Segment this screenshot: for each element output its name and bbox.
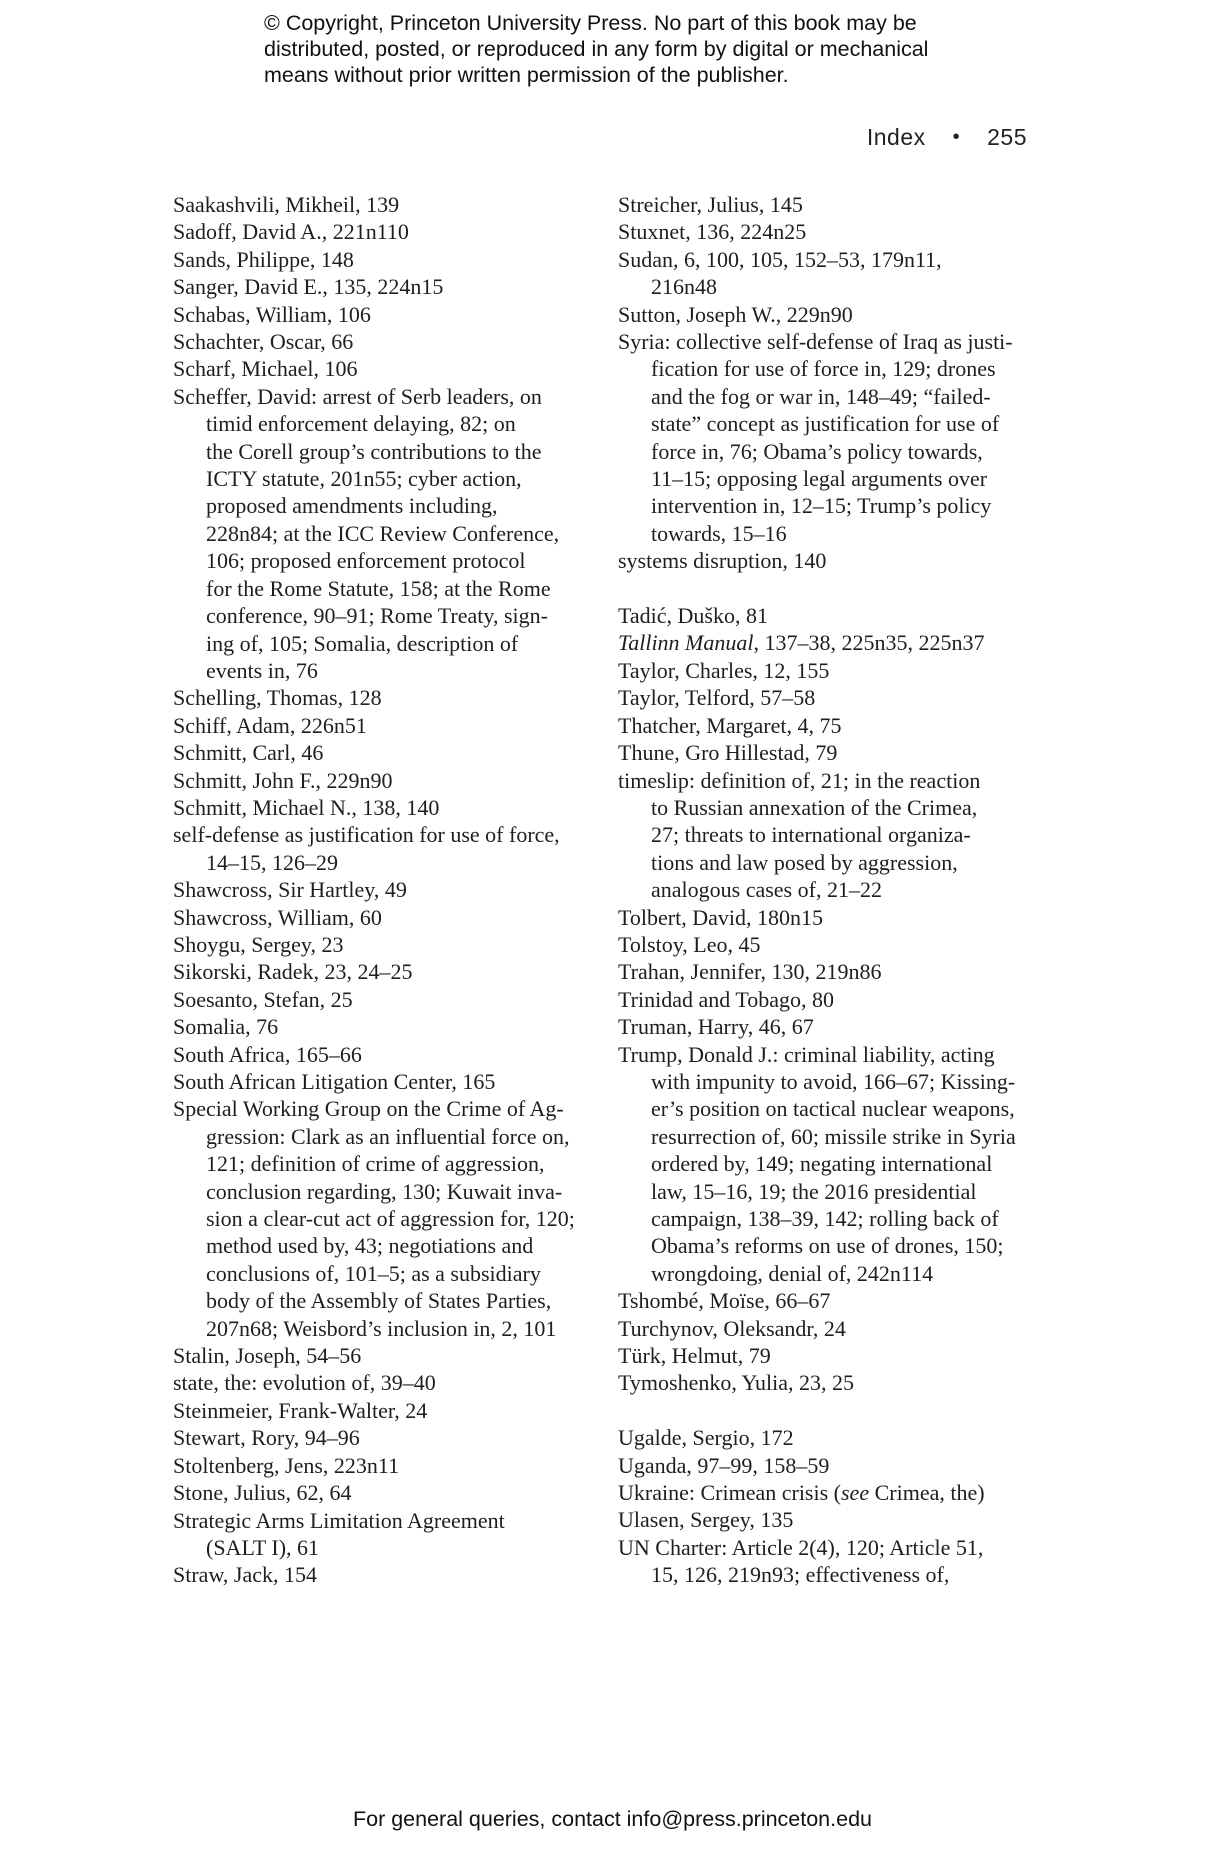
index-entry-continuation [173,849,593,876]
index-entry-line [618,547,1050,574]
entry-text: Somalia, 76 [173,1014,279,1040]
index-entry-line [173,1095,593,1122]
entry-text: 106; proposed enforcement protocol [206,548,526,574]
entry-text: 216n48 [651,274,717,300]
index-entry-line [173,273,593,300]
index-entry [173,1424,593,1451]
index-entry-line [173,712,593,739]
index-entry-line [173,1397,593,1424]
entry-text: timid enforcement delaying, 82; on [206,411,516,437]
entry-text: Stone, Julius, 62, 64 [173,1480,352,1506]
entry-text: 228n84; at the ICC Review Conference, [206,520,560,546]
index-entry [173,684,593,711]
entry-text: analogous cases of, 21–22 [651,877,882,903]
entry-text: er’s position on tactical nuclear weapons, [651,1096,1015,1122]
index-entry-continuation [618,876,1050,903]
index-entry-line [618,191,1050,218]
index-entry-line [618,1452,1050,1479]
index-entry [618,1342,1050,1369]
index-entry-continuation [618,1123,1050,1150]
index-entry-continuation [173,1232,593,1259]
index-entry [173,712,593,739]
entry-text: Truman, Harry, 46, 67 [618,1014,814,1040]
index-entry [173,904,593,931]
index-entry [173,1561,593,1588]
index-entry-line [618,904,1050,931]
entry-text: to Russian annexation of the Crimea, [651,794,978,820]
index-entry [173,355,593,382]
entry-text: systems disruption, 140 [618,548,827,574]
entry-text: timeslip: definition of, 21; in the reaction [618,767,981,793]
copyright-line: distributed, posted, or reproduced in any form by digital or mechanical [264,37,929,61]
entry-text: 121; definition of crime of aggression, [206,1151,545,1177]
index-entry-line [173,191,593,218]
index-entry-line [173,1013,593,1040]
index-entry-continuation [173,575,593,602]
index-entry-continuation [173,520,593,547]
index-entry-line [173,876,593,903]
index-entry-continuation [618,465,1050,492]
entry-text: 207n68; Weisbord’s inclusion in, 2, 101 [206,1315,557,1341]
index-entry-continuation [618,1178,1050,1205]
index-entry [618,328,1050,547]
index-entry [618,1315,1050,1342]
index-entry [618,1424,1050,1451]
index-entry-line [618,1013,1050,1040]
entry-text: method used by, 43; negotiations and [206,1233,534,1259]
entry-text: Trinidad and Tobago, 80 [618,986,835,1012]
index-entry [618,1452,1050,1479]
entry-text: Schabas, William, 106 [173,301,371,327]
index-entry [173,191,593,218]
entry-text: with impunity to avoid, 166–67; Kissing- [651,1068,1016,1094]
entry-text: Sutton, Joseph W., 229n90 [618,301,853,327]
entry-text: Ugalde, Sergio, 172 [618,1425,794,1451]
entry-text: Syria: collective self-defense of Iraq as justi- [618,329,1013,355]
entry-text: 14–15, 126–29 [206,849,338,875]
entry-text: tions and law posed by aggression, [651,849,958,875]
index-entry [173,273,593,300]
entry-text: 27; threats to international organiza- [651,822,971,848]
letter-group-gap [618,575,1050,602]
index-entry-line [173,739,593,766]
entry-text: (SALT I), 61 [206,1534,320,1560]
entry-text: campaign, 138–39, 142; rolling back of [651,1206,999,1232]
letter-group-gap [618,1397,1050,1424]
entry-text: Tadić, Duško, 81 [618,603,768,629]
index-entry [173,767,593,794]
index-entry [173,986,593,1013]
index-entry [173,931,593,958]
index-entry [618,246,1050,301]
index-entry [173,1068,593,1095]
index-entry-line [618,931,1050,958]
entry-text: sion a clear-cut act of aggression for, 120; [206,1206,575,1232]
index-entry-continuation [173,492,593,519]
entry-text: body of the Assembly of States Parties, [206,1288,552,1314]
index-entry-line [173,301,593,328]
entry-text: Uganda, 97–99, 158–59 [618,1452,830,1478]
index-entry-continuation [618,438,1050,465]
index-entry [618,1041,1050,1288]
index-entry [173,958,593,985]
index-entry-continuation [173,410,593,437]
entry-text: Schiff, Adam, 226n51 [173,712,367,738]
index-column-left [173,191,593,1589]
index-entry [173,876,593,903]
index-entry-line [173,1369,593,1396]
index-entry-continuation [173,465,593,492]
index-entry-continuation [618,1260,1050,1287]
index-entry-continuation [173,657,593,684]
entry-text: Sands, Philippe, 148 [173,246,354,272]
index-entry [173,1507,593,1562]
index-entry-continuation [173,1150,593,1177]
index-entry [173,383,593,684]
entry-text: ordered by, 149; negating international [651,1151,993,1177]
index-entry-line [173,794,593,821]
index-entry-continuation [173,630,593,657]
entry-text: resurrection of, 60; missile strike in Syria [651,1123,1016,1149]
entry-text: Sanger, David E., 135, 224n15 [173,274,444,300]
index-entry [618,218,1050,245]
index-entry-continuation [173,1123,593,1150]
index-entry-line [173,1041,593,1068]
index-entry-continuation [618,355,1050,382]
entry-text: Straw, Jack, 154 [173,1562,317,1588]
index-entry-line [618,1369,1050,1396]
running-head [867,124,1027,151]
entry-text: gression: Clark as an influential force on, [206,1123,570,1149]
index-entry-line [173,1507,593,1534]
index-entry [618,684,1050,711]
index-entry [173,1013,593,1040]
entry-text: intervention in, 12–15; Trump’s policy [651,493,992,519]
index-entry-line [618,1287,1050,1314]
index-entry-continuation [618,1205,1050,1232]
entry-text: , 137–38, 225n35, 225n37 [753,630,985,656]
index-entry [618,1369,1050,1396]
index-entry-line [173,767,593,794]
entry-text: proposed amendments including, [206,493,498,519]
entry-text: South African Litigation Center, 165 [173,1069,496,1094]
entry-text: fication for use of force in, 129; drones [651,356,996,382]
entry-text: Tshombé, Moïse, 66–67 [618,1288,831,1314]
index-entry-line [173,931,593,958]
entry-text: Schmitt, John F., 229n90 [173,767,393,793]
page-number: 255 [987,124,1027,150]
index-entry-continuation [618,383,1050,410]
index-entry-line [618,218,1050,245]
entry-text: Crimea, the) [869,1480,985,1506]
entry-title-italic: Tallinn Manual [618,630,754,656]
entry-text: state” concept as justification for use of [651,411,1000,437]
index-entry [618,931,1050,958]
index-entry [173,1095,593,1342]
entry-text: events in, 76 [206,657,318,683]
entry-text: Schelling, Thomas, 128 [173,685,382,711]
index-column-right [618,191,1050,1589]
entry-text: law, 15–16, 19; the 2016 presidential [651,1178,977,1204]
index-entry [173,1452,593,1479]
index-entry [618,767,1050,904]
index-entry-line [618,1534,1050,1561]
index-entry-line [173,1452,593,1479]
index-entry-continuation [618,1561,1050,1588]
entry-text: ICTY statute, 201n55; cyber action, [206,466,522,492]
entry-text: Steinmeier, Frank-Walter, 24 [173,1397,428,1423]
index-entry [618,1534,1050,1589]
index-entry [173,301,593,328]
index-entry-line [173,1561,593,1588]
entry-text: Trahan, Jennifer, 130, 219n86 [618,959,882,985]
copyright-line: means without prior written permission of the publisher. [264,63,789,87]
entry-text: Türk, Helmut, 79 [618,1343,771,1369]
entry-text: Thune, Gro Hillestad, 79 [618,740,838,766]
index-entry-continuation [618,1150,1050,1177]
index-entry-continuation [173,1260,593,1287]
entry-text: Obama’s reforms on use of drones, 150; [651,1233,1004,1259]
index-entry-continuation [618,849,1050,876]
footer-contact: For general queries, contact info@press.princeton.edu [352,1807,872,1831]
index-entry [618,191,1050,218]
entry-text: ing of, 105; Somalia, description of [206,630,519,656]
entry-text: Schmitt, Carl, 46 [173,740,324,766]
index-entry-continuation [618,1232,1050,1259]
index-entry [618,547,1050,574]
index-entry-continuation [618,794,1050,821]
entry-text: Shoygu, Sergey, 23 [173,931,344,957]
index-entry [173,1369,593,1396]
index-entry-line [173,328,593,355]
index-entry-line [173,821,593,848]
index-entry [173,1397,593,1424]
index-entry-line [173,218,593,245]
entry-text: South Africa, 165–66 [173,1041,362,1067]
index-entry [618,657,1050,684]
index-entry-line [618,1424,1050,1451]
index-entry-line [618,328,1050,355]
entry-text: Trump, Donald J.: criminal liability, acting [618,1041,995,1067]
entry-text: conclusions of, 101–5; as a subsidiary [206,1260,541,1286]
index-entry-line [173,1068,593,1095]
entry-text: 11–15; opposing legal arguments over [651,466,988,492]
index-entry [618,1013,1050,1040]
index-entry-line [618,958,1050,985]
entry-text: Streicher, Julius, 145 [618,192,803,217]
entry-text: Soesanto, Stefan, 25 [173,986,353,1012]
index-entry-line [173,684,593,711]
entry-text: force in, 76; Obama’s policy towards, [651,438,983,464]
index-entry-line [618,739,1050,766]
entry-text: self-defense as justification for use of force, [173,822,560,848]
entry-text: Sudan, 6, 100, 105, 152–53, 179n11, [618,246,942,272]
index-entry-continuation [618,492,1050,519]
entry-text: Taylor, Telford, 57–58 [618,685,816,711]
index-entry-continuation [173,1315,593,1342]
index-entry-line [618,1506,1050,1533]
entry-text: Stalin, Joseph, 54–56 [173,1343,362,1369]
entry-text: Saakashvili, Mikheil, 139 [173,192,400,217]
index-entry-continuation [173,438,593,465]
entry-text: Taylor, Charles, 12, 155 [618,657,830,683]
index-entry-line [173,958,593,985]
index-entry-line [618,1342,1050,1369]
entry-text: Schmitt, Michael N., 138, 140 [173,794,440,820]
entry-text: Ukraine: Crimean crisis ( [618,1480,841,1506]
entry-text: Tymoshenko, Yulia, 23, 25 [618,1370,854,1396]
index-entry-continuation [173,1178,593,1205]
index-entry [173,218,593,245]
entry-text: conference, 90–91; Rome Treaty, sign- [206,603,548,629]
index-entry-line [173,986,593,1013]
index-entry [618,602,1050,629]
index-entry-continuation [618,273,1050,300]
index-entry-continuation [173,1205,593,1232]
entry-text: Turchynov, Oleksandr, 24 [618,1315,846,1341]
index-entry-line [618,246,1050,273]
index-entry-line [173,1479,593,1506]
entry-text: Schachter, Oscar, 66 [173,329,354,355]
cross-reference-see: see [841,1480,870,1506]
index-entry-continuation [618,410,1050,437]
index-entry-continuation [618,1095,1050,1122]
index-entry-line [173,1424,593,1451]
index-entry [173,794,593,821]
index-entry-continuation [618,821,1050,848]
index-entry [618,904,1050,931]
index-entry [618,301,1050,328]
index-entry-line [173,1342,593,1369]
entry-text: 15, 126, 219n93; effectiveness of, [651,1562,950,1588]
entry-text: Special Working Group on the Crime of Ag- [173,1096,564,1122]
index-entry-line [618,301,1050,328]
index-entry [618,629,1050,656]
entry-text: towards, 15–16 [651,520,787,546]
entry-text: Tolbert, David, 180n15 [618,904,823,930]
entry-text: Sikorski, Radek, 23, 24–25 [173,959,413,985]
index-entry-continuation [173,547,593,574]
index-entry-line [618,657,1050,684]
index-entry [618,1506,1050,1533]
entry-text: Shawcross, Sir Hartley, 49 [173,877,407,903]
index-entry [173,739,593,766]
entry-text: conclusion regarding, 130; Kuwait inva- [206,1178,563,1204]
index-entry-line [618,1315,1050,1342]
index-entry-continuation [618,1068,1050,1095]
section-label: Index [866,124,926,150]
index-entry-line [618,767,1050,794]
index-entry-line [618,986,1050,1013]
entry-text: Scharf, Michael, 106 [173,356,358,382]
entry-text: UN Charter: Article 2(4), 120; Article 51, [618,1534,984,1560]
index-entry-line [173,355,593,382]
index-entry-line [618,1479,1050,1506]
entry-text: Tolstoy, Leo, 45 [618,931,761,957]
index-entry-line [618,684,1050,711]
entry-text: Stuxnet, 136, 224n25 [618,219,807,245]
index-entry-line [173,246,593,273]
entry-text: Scheffer, David: arrest of Serb leaders, on [173,383,542,409]
index-entry-line [173,904,593,931]
index-entry [173,328,593,355]
index-entry [618,739,1050,766]
entry-text: Shawcross, William, 60 [173,904,382,930]
index-entry-continuation [173,1287,593,1314]
entry-text: the Corell group’s contributions to the [206,438,542,464]
entry-text: Ulasen, Sergey, 135 [618,1507,794,1533]
index-entry-line [618,602,1050,629]
index-entry [618,712,1050,739]
entry-text: and the fog or war in, 148–49; “failed- [651,383,991,409]
entry-text: state, the: evolution of, 39–40 [173,1370,436,1396]
index-entry [173,246,593,273]
entry-text: Stewart, Rory, 94–96 [173,1425,360,1451]
index-entry-continuation [173,602,593,629]
index-entry [618,1479,1050,1506]
entry-text: wrongdoing, denial of, 242n114 [651,1260,934,1286]
copyright-line: © Copyright, Princeton University Press. No part of this book may be [264,11,917,35]
index-entry [618,958,1050,985]
index-entry-continuation [618,520,1050,547]
entry-text: Sadoff, David A., 221n110 [173,219,409,245]
index-entry-line [618,712,1050,739]
entry-text: Strategic Arms Limitation Agreement [173,1507,505,1533]
entry-text: for the Rome Statute, 158; at the Rome [206,575,551,601]
entry-text: Thatcher, Margaret, 4, 75 [618,712,842,738]
index-entry [173,821,593,876]
index-entry [173,1479,593,1506]
index-entry-line [173,383,593,410]
index-entry [618,986,1050,1013]
index-entry-line [618,629,1050,656]
index-entry [173,1041,593,1068]
index-entry-line [618,1041,1050,1068]
index-entry [618,1287,1050,1314]
bullet-separator: • [952,126,961,148]
entry-text: Stoltenberg, Jens, 223n11 [173,1452,400,1478]
copyright-notice [264,10,1024,88]
index-entry [173,1342,593,1369]
index-entry-continuation [173,1534,593,1561]
